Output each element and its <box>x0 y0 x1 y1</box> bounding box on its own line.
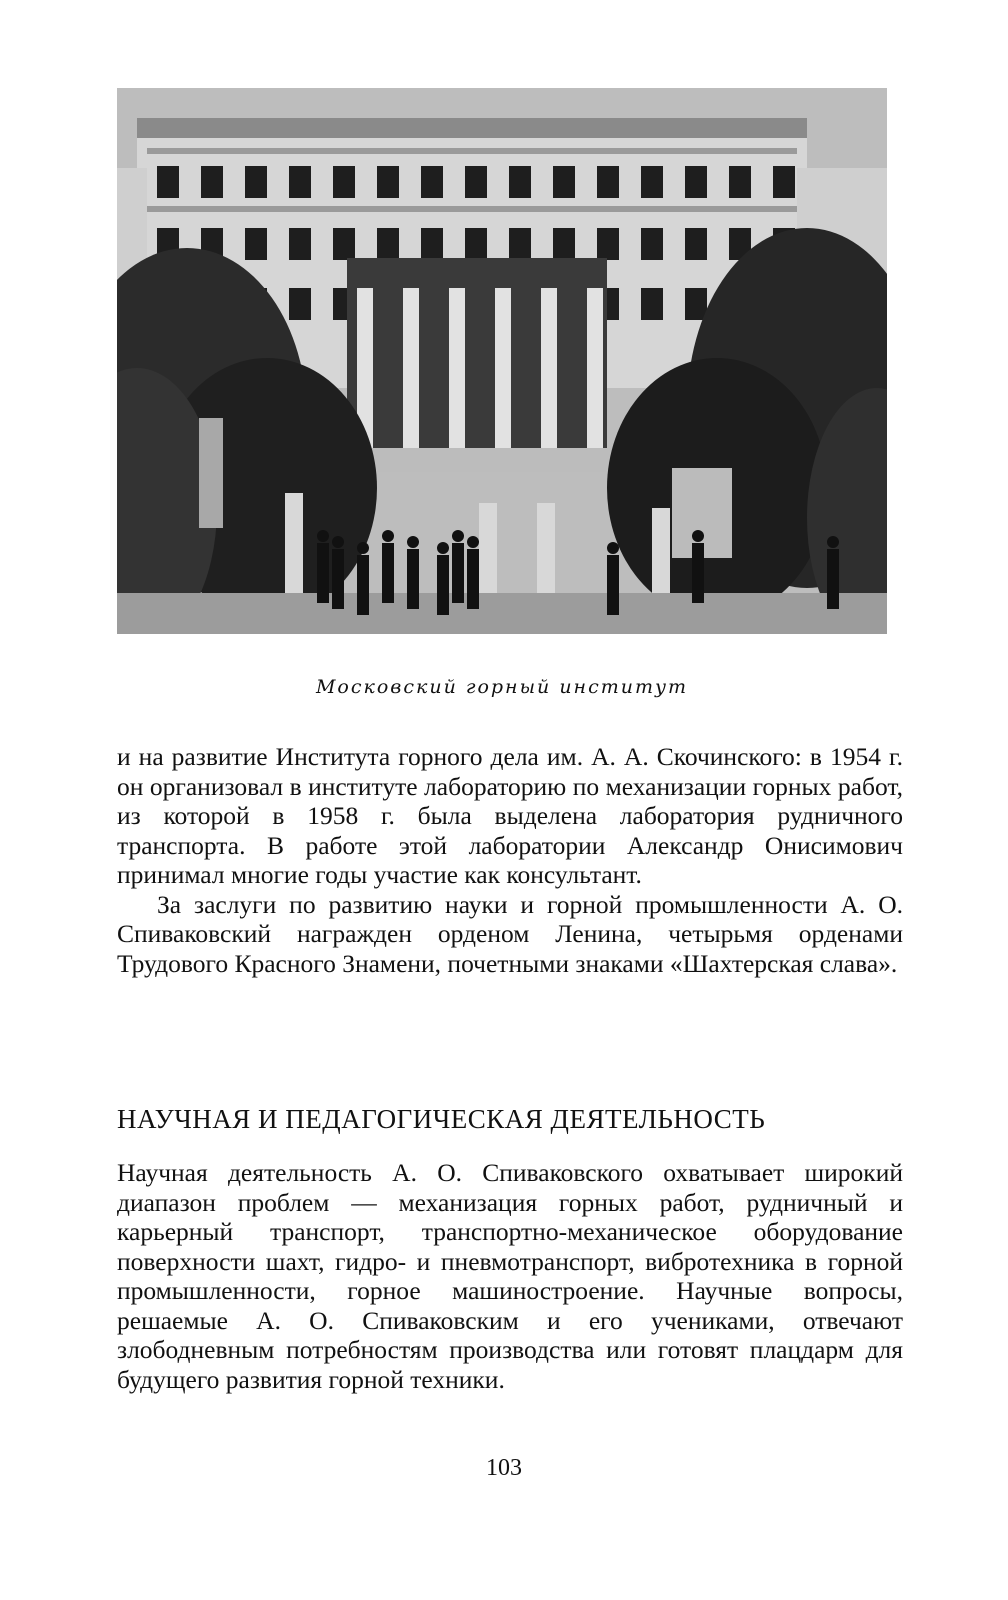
figure-caption: Московский горный институт <box>315 676 689 698</box>
building-photo <box>117 88 887 634</box>
paragraph-scientific-activity: Научная деятельность А. О. Спиваковского охватывает широкий диапазон проблем — механизация горных работ, рудничный и карьерный транспорт, транспортно-механическое оборудование поверхности шахт, гидро- и пневмотранспорт, вибротехника в горной промышленности, горное машиностроение. Научные вопросы, решаемые А. О. Спиваковским и его учениками, отвечают злободневным потребностям производства или готовят плацдарм для будущего развития горной техники. <box>117 1158 903 1394</box>
paragraph-continuation: и на развитие Института горного дела им. А. А. Скочинского: в 1954 г. он организовал в институте лабораторию по механизации горных работ, из которой в 1958 г. была выделена лаборатория рудничного транспорта. В работе этой лаборатории Александр Онисимович принимал многие годы участие как консультант. <box>117 742 903 889</box>
page-number: 103 <box>486 1455 522 1481</box>
section-heading: НАУЧНАЯ И ПЕДАГОГИЧЕСКАЯ ДЕЯТЕЛЬНОСТЬ <box>117 1104 766 1134</box>
paragraph-awards: За заслуги по развитию науки и горной промышленности А. О. Спиваковский награжден орденом Ленина, четырьмя орденами Трудового Красного Знамени, почетными знаками «Шахтерская слава». <box>117 889 903 978</box>
building-photo-illustration <box>117 88 887 634</box>
body-text-top <box>117 742 903 978</box>
body-text-bottom <box>117 1158 903 1394</box>
